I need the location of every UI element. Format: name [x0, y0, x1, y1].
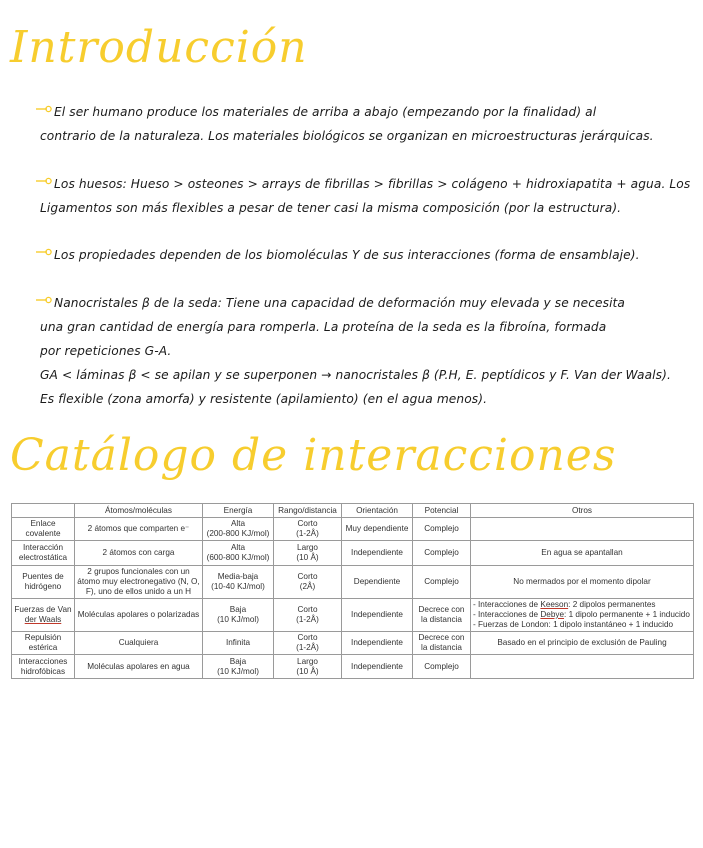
range-cell [274, 632, 342, 655]
bullet-pin-icon [36, 105, 52, 113]
bullet-pin-icon [36, 177, 52, 185]
bullet-line: Es flexible (zona amorfa) y resistente (apilamiento) (en el agua menos). [40, 392, 488, 406]
range-cell-line: Corto [297, 572, 318, 581]
energy-cell-line: (600-800 KJ/mol) [206, 553, 270, 562]
energy-cell [203, 632, 274, 655]
intro-bullet [36, 291, 686, 411]
orientation-cell: Muy dependiente [342, 518, 413, 541]
table-row [12, 566, 694, 599]
energy-cell [203, 541, 274, 566]
range-cell-line: (2Å) [299, 582, 316, 591]
potential-cell: Complejo [413, 566, 471, 599]
table-header-cell: Energía [203, 504, 274, 518]
bullet-line: Los huesos: Hueso > osteones > arrays de fibrillas > fibrillas > colágeno + hidroxiapatita + agua. Los [54, 177, 691, 191]
energy-cell-line: Alta [230, 543, 246, 552]
heading-introduccion: Introducción [10, 22, 308, 73]
potential-cell: Decrece con la distancia [413, 599, 471, 632]
potential-cell: Complejo [413, 541, 471, 566]
range-cell-line: (1-2Å) [296, 615, 319, 624]
interaction-name-cell: Interacciones hidrofóbicas [12, 655, 75, 679]
bullet-line: El ser humano produce los materiales de arriba a abajo (empezando por la finalidad) al [54, 105, 597, 119]
interaction-name-cell: Enlace covalente [12, 518, 75, 541]
intro-bullet [36, 243, 686, 267]
intro-bullet [36, 172, 691, 220]
range-cell [274, 566, 342, 599]
atoms-cell: 2 átomos con carga [75, 541, 203, 566]
table-header-cell: Átomos/moléculas [75, 504, 203, 518]
range-cell [274, 655, 342, 679]
underlined-term: Keeson [540, 600, 569, 609]
energy-cell-line: Infinita [225, 638, 251, 647]
range-cell [274, 599, 342, 632]
energy-cell-line: Media-baja [217, 572, 259, 581]
catalog-table [11, 503, 694, 679]
range-cell-line: (1-2Å) [296, 643, 319, 652]
potential-cell: Complejo [413, 518, 471, 541]
range-cell-line: Corto [297, 633, 318, 642]
energy-cell-line: (10 KJ/mol) [217, 615, 259, 624]
bullet-line: Ligamentos son más flexibles a pesar de tener casi la misma composición (por la estructura). [40, 201, 622, 215]
intro-bullet [36, 100, 686, 148]
table-header-row [12, 504, 694, 518]
atoms-cell: 2 átomos que comparten e⁻ [75, 518, 203, 541]
energy-cell-line: Alta [230, 519, 246, 528]
interaction-name-cell: Repulsión estérica [12, 632, 75, 655]
otros-cell [471, 599, 694, 632]
range-cell-line: Largo [297, 656, 318, 666]
otros-cell: En agua se apantallan [471, 541, 694, 566]
otros-cell: Basado en el principio de exclusión de Pauling [471, 632, 694, 655]
range-cell-line: Largo [297, 543, 318, 552]
orientation-cell: Independiente [342, 655, 413, 679]
range-cell [274, 518, 342, 541]
otros-cell [471, 655, 694, 679]
potential-cell: Complejo [413, 655, 471, 679]
table-row [12, 632, 694, 655]
energy-cell [203, 599, 274, 632]
orientation-cell: Independiente [342, 632, 413, 655]
orientation-cell: Independiente [342, 541, 413, 566]
energy-cell [203, 566, 274, 599]
atoms-cell: Cualquiera [75, 632, 203, 655]
table-row [12, 655, 694, 679]
energy-cell-line: (200-800 KJ/mol) [206, 529, 270, 538]
otros-cell-line: - Interacciones de Debye: 1 dipolo permanente + 1 inducido [473, 610, 690, 619]
range-cell-line: (1-2Å) [296, 529, 319, 538]
interaction-name-cell: Fuerzas de Van der Waals [12, 599, 75, 632]
table-row [12, 518, 694, 541]
atoms-cell: Moléculas apolares en agua [75, 655, 203, 679]
otros-cell [471, 518, 694, 541]
energy-cell [203, 518, 274, 541]
bullet-line: Nanocristales β de la seda: Tiene una capacidad de deformación muy elevada y se necesita [54, 296, 626, 310]
bullet-pin-icon [36, 248, 52, 256]
table-header-cell: Orientación [342, 504, 413, 518]
interaction-name-cell: Puentes de hidrógeno [12, 566, 75, 599]
otros-cell-line: - Interacciones de Keeson: 2 dipolos permanentes [473, 600, 656, 609]
energy-cell [203, 655, 274, 679]
orientation-cell: Dependiente [342, 566, 413, 599]
table-header-cell: Otros [471, 504, 694, 518]
table-row [12, 599, 694, 632]
table-header-cell [12, 504, 75, 518]
energy-cell-line: (10 KJ/mol) [217, 666, 259, 676]
table-row [12, 541, 694, 566]
potential-cell: Decrece con la distancia [413, 632, 471, 655]
bullet-line: Los propiedades dependen de los biomoléculas Y de sus interacciones (forma de ensamblaje). [54, 248, 640, 262]
table-header-cell: Potencial [413, 504, 471, 518]
underlined-term: der Waals [24, 615, 62, 624]
range-cell-line: (10 Å) [296, 553, 319, 562]
bullet-pin-icon [36, 296, 52, 304]
range-cell-line: Corto [297, 605, 318, 614]
bullet-line: GA < láminas β < se apilan y se superponen → nanocristales β (P.H, E. peptídicos y F. Van der Waals). [40, 368, 671, 382]
energy-cell-line: Baja [229, 656, 247, 666]
range-cell [274, 541, 342, 566]
orientation-cell: Independiente [342, 599, 413, 632]
energy-cell-line: Baja [229, 605, 247, 614]
atoms-cell: Moléculas apolares o polarizadas [75, 599, 203, 632]
otros-cell-line: - Fuerzas de London: 1 dipolo instantáneo + 1 inducido [473, 620, 674, 629]
bullet-line: por repeticiones G-A. [40, 344, 172, 358]
underlined-term: Debye [540, 610, 565, 619]
energy-cell-line: (10-40 KJ/mol) [211, 582, 265, 591]
heading-catalogo: Catálogo de interacciones [10, 430, 617, 481]
interaction-name-cell: Interacción electrostática [12, 541, 75, 566]
range-cell-line: (10 Å) [296, 666, 319, 676]
bullet-line: contrario de la naturaleza. Los materiales biológicos se organizan en microestructuras jerárquicas. [40, 129, 654, 143]
range-cell-line: Corto [297, 519, 318, 528]
atoms-cell: 2 grupos funcionales con un átomo muy electronegativo (N, O, F), uno de ellos unido a un H [75, 566, 203, 599]
table-header-cell: Rango/distancia [274, 504, 342, 518]
otros-cell: No mermados por el momento dipolar [471, 566, 694, 599]
bullet-line: una gran cantidad de energía para romperla. La proteína de la seda es la fibroína, formada [40, 320, 607, 334]
